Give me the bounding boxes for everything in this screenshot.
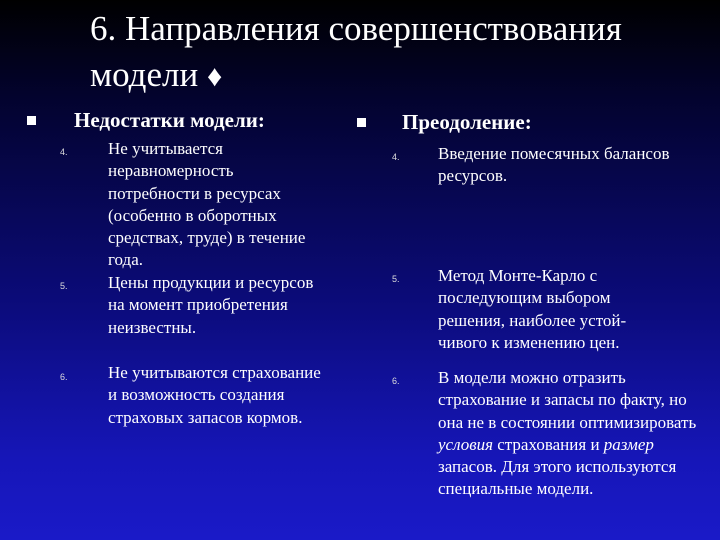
slide-title — [90, 6, 710, 100]
left-item-text: Цены продукции и ресурсов на момент приобретения неизвестны. — [108, 273, 314, 337]
title-line-1: 6. Направления совершенствования — [90, 9, 622, 48]
right-item-text: Метод Монте-Карло с последующим выбором решения, наиболее устой-чивого к изменению цен. — [438, 266, 627, 352]
right-item-text-part: В модели можно отразить страхование и запасы по факту, но она не в состоянии оптимизировать — [438, 368, 697, 432]
right-item-number: 4. — [392, 152, 400, 162]
right-item-number: 6. — [392, 376, 400, 386]
left-item-text: Не учитываются страхование и возможность создания страховых запасов кормов. — [108, 363, 321, 427]
left-heading: Недостатки модели: — [74, 108, 265, 132]
left-item-text: Не учитывается неравномерность потребности в ресурсах (особенно в оборотных средствах, труде) в течение года. — [108, 139, 306, 270]
right-heading: Преодоление: — [402, 110, 532, 134]
right-item-text-part: запасов. Для этого используются специальные модели. — [438, 457, 677, 499]
right-item-text-italic: размер — [603, 434, 654, 454]
right-item-text — [438, 367, 708, 501]
diamond-icon: ♦ — [206, 60, 223, 93]
right-item-text-part: страхования и — [493, 434, 604, 454]
right-item-number: 5. — [392, 274, 400, 284]
square-bullet-icon — [357, 118, 366, 127]
left-item-number: 6. — [60, 372, 68, 382]
title-line-2: модели — [90, 55, 199, 94]
left-item-number: 5. — [60, 281, 68, 291]
right-item-text-italic: условия — [438, 434, 493, 454]
square-bullet-icon — [27, 116, 36, 125]
right-item-text: Введение помесячных балансов ресурсов. — [438, 144, 670, 186]
left-item-number: 4. — [60, 147, 68, 157]
